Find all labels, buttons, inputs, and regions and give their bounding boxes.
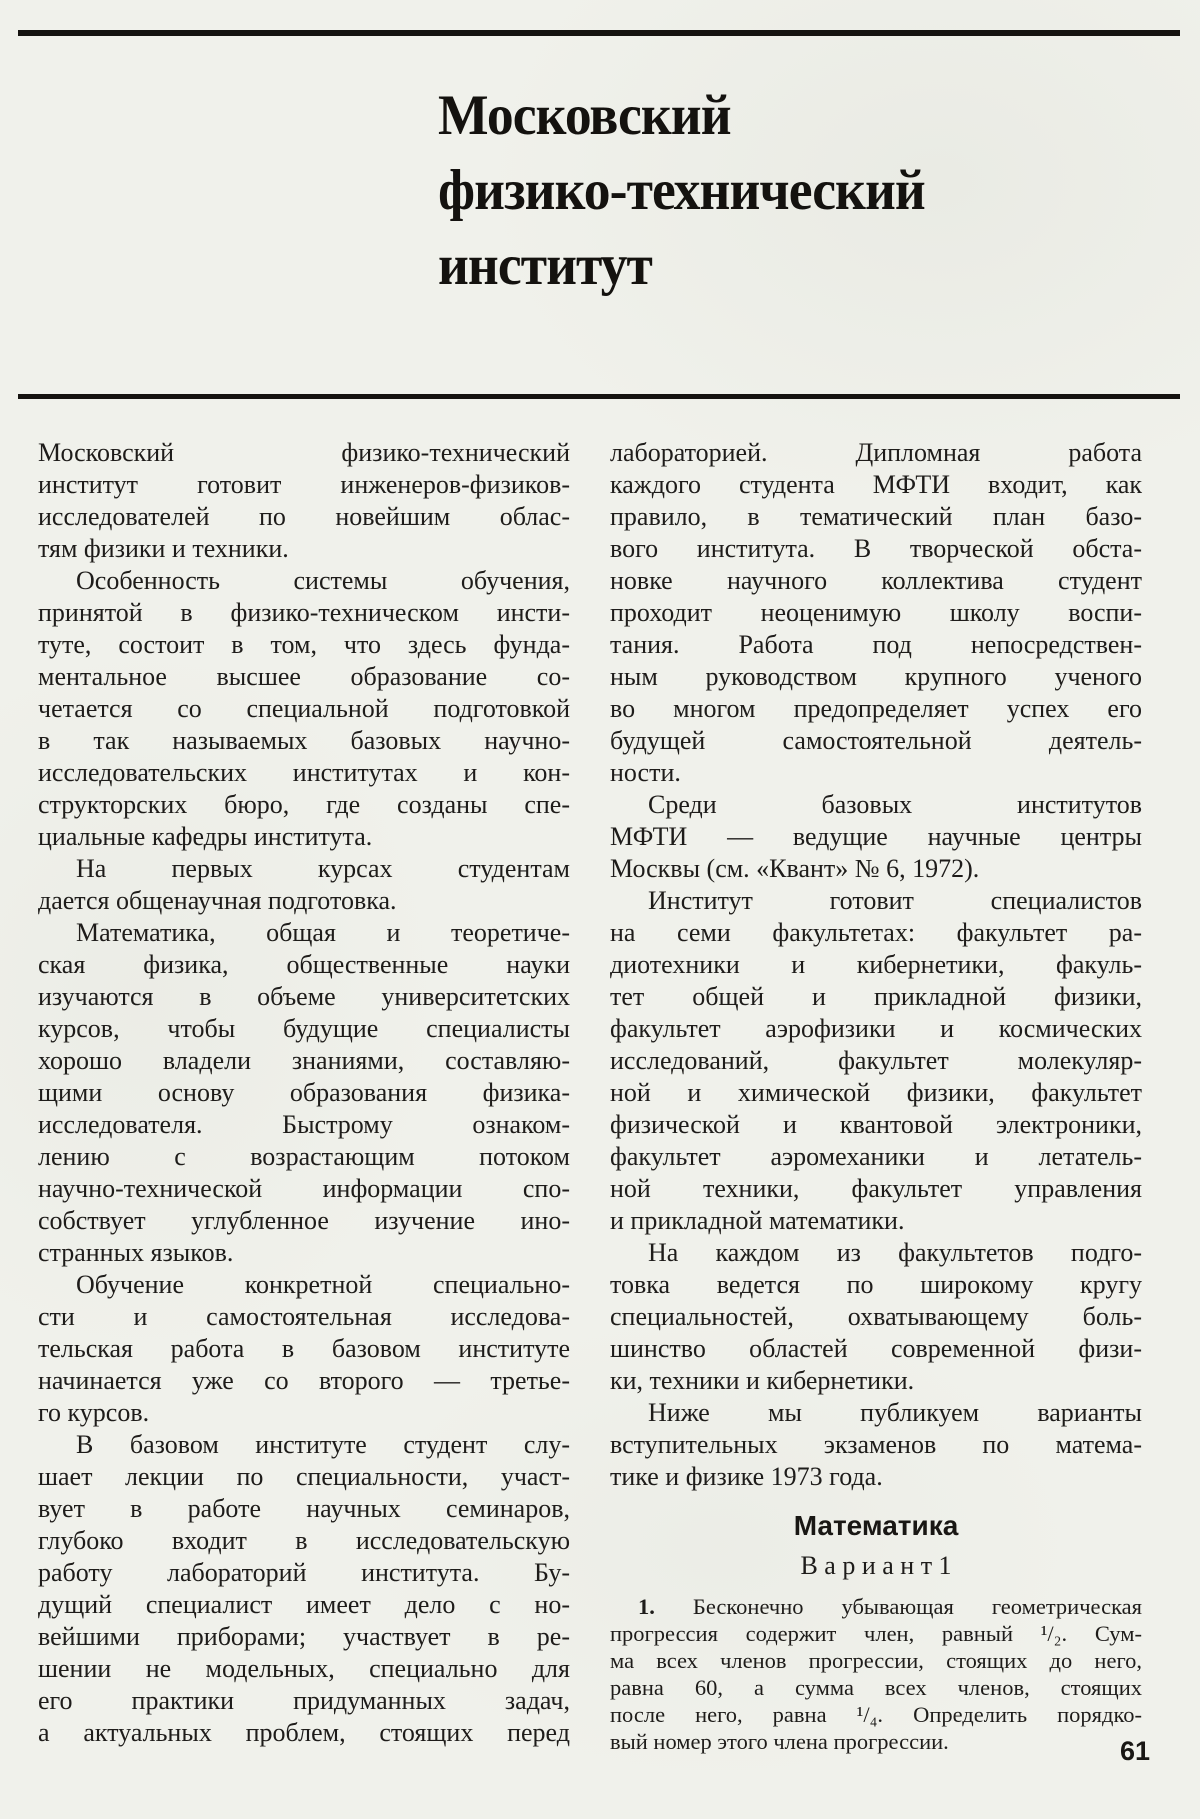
text-line: прогрессия содержит член, равный ¹/₂. Сум- (610, 1621, 1142, 1646)
divider-rule (18, 394, 1180, 399)
text-line: а актуальных проблем, стоящих перед (38, 1718, 570, 1747)
text-line: хорошо владели знаниями, составляю- (38, 1046, 570, 1075)
text-line: тям физики и техники. (38, 534, 289, 563)
page-title (438, 78, 925, 303)
text-line: ной техники, факультет управления (610, 1174, 1142, 1203)
text-line: работу лабораторий института. Бу- (38, 1558, 570, 1587)
text-line: будущей самостоятельной деятель- (610, 726, 1142, 755)
text-line: вый номер этого члена прогрессии. (610, 1729, 949, 1754)
text-line: собствует углубленное изучение ино- (38, 1206, 570, 1235)
top-rule (18, 30, 1180, 36)
text-line: специальностей, охватывающему боль- (610, 1302, 1142, 1331)
text-line: щими основу образования физика- (38, 1078, 570, 1107)
text-line: ма всех членов прогрессии, стоящих до него, (610, 1648, 1142, 1673)
text-line: странных языков. (38, 1238, 234, 1267)
text-line: исследовательских институтах и кон- (38, 758, 570, 787)
text-line: после него, равна ¹/₄. Определить порядко- (610, 1702, 1142, 1727)
text-line: ментальное высшее образование со- (38, 662, 570, 691)
text-line: изучаются в объеме университетских (38, 982, 570, 1011)
title-line: физико-технический (438, 159, 925, 222)
text-line: Институт готовит специалистов (648, 886, 1142, 915)
text-line: равна 60, а сумма всех членов, стоящих (610, 1675, 1142, 1700)
text-line: лабораторией. Дипломная работа (610, 438, 1142, 467)
text-line: лению с возрастающим потоком (38, 1142, 570, 1171)
text-line: вступительных экзаменов по матема- (610, 1430, 1142, 1459)
text-line: вого института. В творческой обста- (610, 534, 1142, 563)
text-line: Математика, общая и теоретиче- (76, 918, 570, 947)
text-line: МФТИ — ведущие научные центры (610, 822, 1142, 851)
text-line: научно-технической информации спо- (38, 1174, 570, 1203)
text-line: ным руководством крупного ученого (610, 662, 1142, 691)
text-line: В базовом институте студент слу- (76, 1430, 570, 1459)
problem-number: 1. (638, 1594, 693, 1619)
text-line: в так называемых базовых научно- (38, 726, 570, 755)
text-line: институт готовит инженеров-физиков- (38, 470, 570, 499)
left-column (38, 437, 570, 1755)
text-line: тельская работа в базовом институте (38, 1334, 570, 1363)
math-section-heading: Математика (793, 1510, 959, 1541)
text-line: тет общей и прикладной физики, (610, 982, 1142, 1011)
text-line: физической и квантовой электроники, (610, 1110, 1142, 1139)
variant-heading: В а р и а н т 1 (800, 1551, 952, 1580)
text-line: на семи факультетах: факультет ра- (610, 918, 1142, 947)
text-line: и прикладной математики. (610, 1206, 905, 1235)
text-line: ной и химической физики, факультет (610, 1078, 1142, 1107)
title-line: Московский (438, 84, 731, 147)
text-line: шинство областей современной физи- (610, 1334, 1142, 1363)
text-line: вует в работе научных семинаров, (38, 1494, 570, 1523)
math-problem-1 (610, 1593, 1142, 1755)
text-line: глубоко входит в исследовательскую (38, 1526, 570, 1555)
text-line: вейшими приборами; участвует в ре- (38, 1622, 570, 1651)
text-line: Обучение конкретной специально- (76, 1270, 570, 1299)
text-line: сти и самостоятельная исследова- (38, 1302, 570, 1331)
text-line: его практики придуманных задач, (38, 1686, 570, 1715)
text-line: новке научного коллектива студент (610, 566, 1142, 595)
text-line: туте, состоит в том, что здесь фунда- (38, 630, 570, 659)
text-line: ская физика, общественные науки (38, 950, 570, 979)
text-line: циальные кафедры института. (38, 822, 373, 851)
text-line: принятой в физико-техническом инсти- (38, 598, 570, 627)
text-line: Москвы (см. «Квант» № 6, 1972). (610, 854, 980, 883)
text-line: ки, техники и кибернетики. (610, 1366, 915, 1395)
text-line: проходит неоценимую школу воспи- (610, 598, 1142, 627)
text-line: четается со специальной подготовкой (38, 694, 570, 723)
text-line: тике и физике 1973 года. (610, 1462, 883, 1491)
text-line: исследователей по новейшим облас- (38, 502, 570, 531)
text-line: начинается уже со второго — третье- (38, 1366, 570, 1395)
text-line: На каждом из факультетов подго- (648, 1238, 1142, 1267)
text-line: Московский физико-технический (38, 438, 570, 467)
text-line: курсов, чтобы будущие специалисты (38, 1014, 570, 1043)
text-line: товка ведется по широкому кругу (610, 1270, 1142, 1299)
text-line: шает лекции по специальности, участ- (38, 1462, 570, 1491)
text-line: правило, в тематический план базо- (610, 502, 1142, 531)
text-line: 1. Бесконечно убывающая геометрическая (638, 1594, 1143, 1619)
text-line: дущий специалист имеет дело с но- (38, 1590, 570, 1619)
text-line: структорских бюро, где созданы спе- (38, 790, 570, 819)
right-column (610, 437, 1142, 1755)
text-line: тания. Работа под непосредствен- (610, 630, 1142, 659)
text-line: исследований, факультет молекуляр- (610, 1046, 1142, 1075)
text-line: каждого студента МФТИ входит, как (610, 470, 1142, 499)
text-line: ности. (610, 758, 681, 787)
text-line: дается общенаучная подготовка. (38, 886, 397, 915)
text-line: Ниже мы публикуем варианты (648, 1398, 1142, 1427)
text-line: Особенность системы обучения, (76, 566, 570, 595)
text-line: факультет аэрофизики и космических (610, 1014, 1142, 1043)
page-number: 61 (1120, 1736, 1151, 1766)
two-column-body (38, 437, 1142, 1755)
text-line: во многом предопределяет успех его (610, 694, 1142, 723)
text-line: факультет аэромеханики и летатель- (610, 1142, 1142, 1171)
text-line: исследователя. Быстрому ознаком- (38, 1110, 570, 1139)
title-line: институт (438, 234, 652, 297)
text-line: диотехники и кибернетики, факуль- (610, 950, 1142, 979)
text-line: На первых курсах студентам (76, 854, 570, 883)
text-line: шении не модельных, специально для (38, 1654, 570, 1683)
text-line: Среди базовых институтов (648, 790, 1142, 819)
text-line: го курсов. (38, 1398, 150, 1427)
